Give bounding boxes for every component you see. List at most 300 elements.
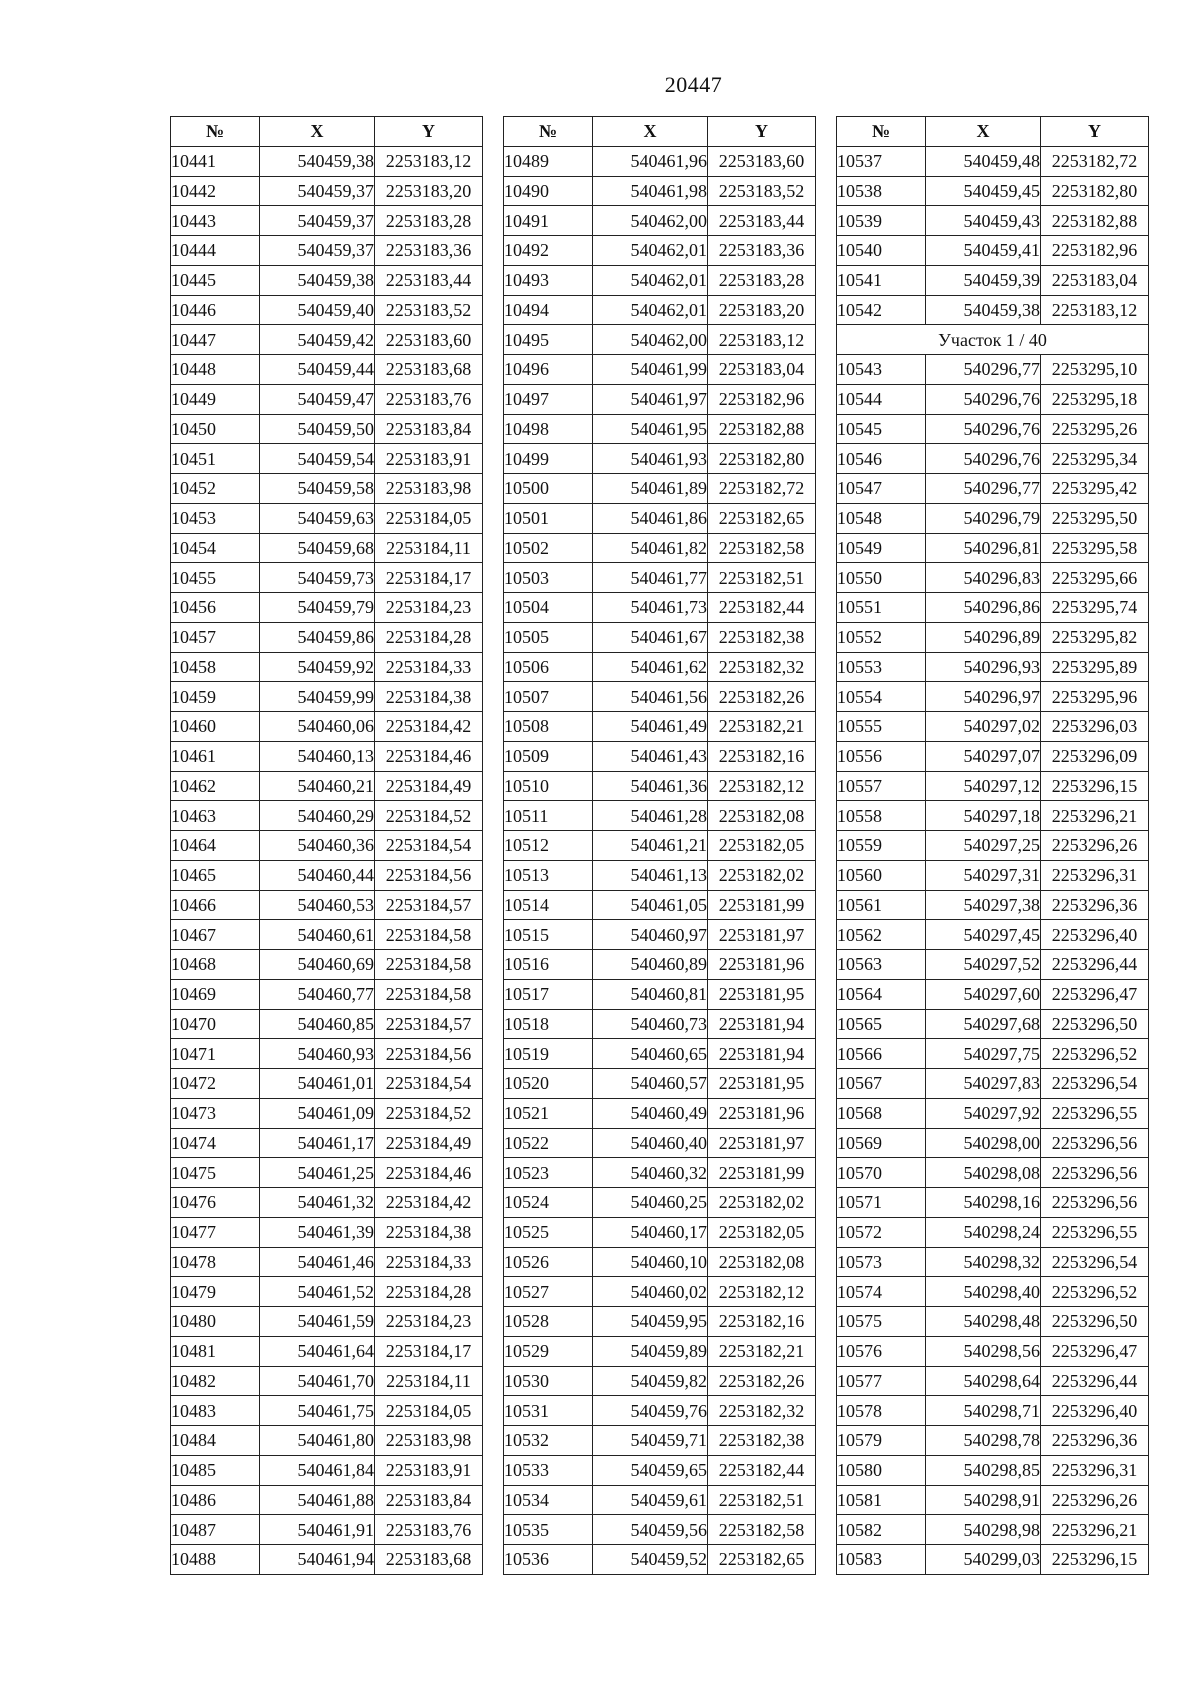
table-row [837,265,1149,295]
point-number-cell: 10540 [837,236,926,266]
x-coordinate-cell: 540462,01 [593,295,708,325]
table-row [504,265,816,295]
point-number-cell: 10541 [837,265,926,295]
x-coordinate-cell: 540296,76 [926,384,1041,414]
y-coordinate-cell: 2253182,88 [708,414,816,444]
point-number-cell: 10509 [504,741,593,771]
table-row [837,1158,1149,1188]
table-row [171,1455,483,1485]
x-coordinate-cell: 540461,43 [593,741,708,771]
header-x: X [260,117,375,147]
y-coordinate-cell: 2253182,51 [708,1485,816,1515]
y-coordinate-cell: 2253182,38 [708,622,816,652]
table-row [504,771,816,801]
y-coordinate-cell: 2253184,49 [375,1128,483,1158]
y-coordinate-cell: 2253295,66 [1041,563,1149,593]
page-number: 20447 [664,72,723,97]
y-coordinate-cell: 2253183,36 [375,236,483,266]
y-coordinate-cell: 2253182,58 [708,1515,816,1545]
point-number-cell: 10525 [504,1217,593,1247]
point-number-cell: 10451 [171,444,260,474]
y-coordinate-cell: 2253184,54 [375,1069,483,1099]
y-coordinate-cell: 2253184,28 [375,622,483,652]
y-coordinate-cell: 2253296,36 [1041,890,1149,920]
table-row [171,950,483,980]
table-row [504,860,816,890]
section-row [837,325,1149,355]
x-coordinate-cell: 540459,50 [260,414,375,444]
y-coordinate-cell: 2253184,11 [375,533,483,563]
x-coordinate-cell: 540460,93 [260,1039,375,1069]
y-coordinate-cell: 2253183,20 [375,176,483,206]
table-row [837,474,1149,504]
table-row [837,920,1149,950]
table-row [504,1098,816,1128]
point-number-cell: 10580 [837,1455,926,1485]
point-number-cell: 10570 [837,1158,926,1188]
x-coordinate-cell: 540296,76 [926,414,1041,444]
y-coordinate-cell: 2253182,44 [708,1455,816,1485]
y-coordinate-cell: 2253182,80 [708,444,816,474]
x-coordinate-cell: 540298,56 [926,1336,1041,1366]
y-coordinate-cell: 2253183,52 [375,295,483,325]
point-number-cell: 10533 [504,1455,593,1485]
point-number-cell: 10559 [837,831,926,861]
x-coordinate-cell: 540297,02 [926,712,1041,742]
point-number-cell: 10517 [504,979,593,1009]
point-number-cell: 10531 [504,1396,593,1426]
x-coordinate-cell: 540297,92 [926,1098,1041,1128]
table-row [504,1307,816,1337]
x-coordinate-cell: 540297,25 [926,831,1041,861]
y-coordinate-cell: 2253184,58 [375,920,483,950]
point-number-cell: 10555 [837,712,926,742]
point-number-cell: 10535 [504,1515,593,1545]
point-number-cell: 10522 [504,1128,593,1158]
point-number-cell: 10490 [504,176,593,206]
x-coordinate-cell: 540461,77 [593,563,708,593]
x-coordinate-cell: 540459,47 [260,384,375,414]
table-row [504,1158,816,1188]
table-row [171,533,483,563]
y-coordinate-cell: 2253182,96 [1041,236,1149,266]
x-coordinate-cell: 540461,46 [260,1247,375,1277]
point-number-cell: 10504 [504,593,593,623]
table-row [171,444,483,474]
y-coordinate-cell: 2253296,56 [1041,1158,1149,1188]
y-coordinate-cell: 2253183,52 [708,176,816,206]
y-coordinate-cell: 2253184,58 [375,979,483,1009]
x-coordinate-cell: 540462,00 [593,325,708,355]
table-row [171,979,483,1009]
x-coordinate-cell: 540461,91 [260,1515,375,1545]
y-coordinate-cell: 2253296,56 [1041,1188,1149,1218]
table-row [171,503,483,533]
x-coordinate-cell: 540298,16 [926,1188,1041,1218]
point-number-cell: 10495 [504,325,593,355]
point-number-cell: 10549 [837,533,926,563]
y-coordinate-cell: 2253182,21 [708,1336,816,1366]
x-coordinate-cell: 540460,21 [260,771,375,801]
y-coordinate-cell: 2253183,60 [708,146,816,176]
x-coordinate-cell: 540459,43 [926,206,1041,236]
table-row [837,384,1149,414]
x-coordinate-cell: 540460,57 [593,1069,708,1099]
y-coordinate-cell: 2253183,28 [375,206,483,236]
y-coordinate-cell: 2253296,54 [1041,1247,1149,1277]
x-coordinate-cell: 540460,02 [593,1277,708,1307]
point-number-cell: 10508 [504,712,593,742]
table-row [171,652,483,682]
x-coordinate-cell: 540299,03 [926,1545,1041,1575]
point-number-cell: 10444 [171,236,260,266]
point-number-cell: 10565 [837,1009,926,1039]
table-row [504,979,816,1009]
section-label: Участок 1 / 40 [837,325,1149,355]
point-number-cell: 10558 [837,801,926,831]
y-coordinate-cell: 2253296,54 [1041,1069,1149,1099]
table-row [171,1128,483,1158]
table-body [837,146,1149,1574]
point-number-cell: 10507 [504,682,593,712]
coordinates-table-1 [170,116,483,1575]
x-coordinate-cell: 540461,99 [593,355,708,385]
x-coordinate-cell: 540459,41 [926,236,1041,266]
point-number-cell: 10579 [837,1426,926,1456]
y-coordinate-cell: 2253182,72 [708,474,816,504]
table-row [171,771,483,801]
x-coordinate-cell: 540298,85 [926,1455,1041,1485]
y-coordinate-cell: 2253183,68 [375,355,483,385]
x-coordinate-cell: 540296,93 [926,652,1041,682]
x-coordinate-cell: 540461,49 [593,712,708,742]
point-number-cell: 10536 [504,1545,593,1575]
point-number-cell: 10561 [837,890,926,920]
x-coordinate-cell: 540297,68 [926,1009,1041,1039]
point-number-cell: 10479 [171,1277,260,1307]
x-coordinate-cell: 540298,40 [926,1277,1041,1307]
x-coordinate-cell: 540459,61 [593,1485,708,1515]
point-number-cell: 10528 [504,1307,593,1337]
point-number-cell: 10488 [171,1545,260,1575]
x-coordinate-cell: 540461,13 [593,860,708,890]
point-number-cell: 10450 [171,414,260,444]
table-row [171,1069,483,1099]
point-number-cell: 10474 [171,1128,260,1158]
y-coordinate-cell: 2253295,74 [1041,593,1149,623]
y-coordinate-cell: 2253184,17 [375,1336,483,1366]
point-number-cell: 10472 [171,1069,260,1099]
y-coordinate-cell: 2253184,52 [375,1098,483,1128]
table-row [504,1426,816,1456]
y-coordinate-cell: 2253183,12 [375,146,483,176]
header-x: X [593,117,708,147]
table-row [837,1069,1149,1099]
table-row [504,1188,816,1218]
x-coordinate-cell: 540459,48 [926,146,1041,176]
table-row [171,1307,483,1337]
point-number-cell: 10514 [504,890,593,920]
x-coordinate-cell: 540461,95 [593,414,708,444]
y-coordinate-cell: 2253184,11 [375,1366,483,1396]
x-coordinate-cell: 540460,36 [260,831,375,861]
x-coordinate-cell: 540461,36 [593,771,708,801]
point-number-cell: 10469 [171,979,260,1009]
coordinates-table-2 [503,116,816,1575]
x-coordinate-cell: 540297,45 [926,920,1041,950]
point-number-cell: 10494 [504,295,593,325]
point-number-cell: 10448 [171,355,260,385]
table-row [837,295,1149,325]
y-coordinate-cell: 2253181,95 [708,1069,816,1099]
table-row [837,682,1149,712]
table-row [837,622,1149,652]
y-coordinate-cell: 2253182,44 [708,593,816,623]
table-row [837,206,1149,236]
header-number: № [171,117,260,147]
x-coordinate-cell: 540461,97 [593,384,708,414]
point-number-cell: 10543 [837,355,926,385]
table-row [171,1396,483,1426]
table-row [171,1277,483,1307]
point-number-cell: 10456 [171,593,260,623]
table-row [837,1217,1149,1247]
x-coordinate-cell: 540459,39 [926,265,1041,295]
x-coordinate-cell: 540461,93 [593,444,708,474]
x-coordinate-cell: 540298,48 [926,1307,1041,1337]
point-number-cell: 10506 [504,652,593,682]
table-row [504,950,816,980]
point-number-cell: 10520 [504,1069,593,1099]
y-coordinate-cell: 2253296,52 [1041,1039,1149,1069]
y-coordinate-cell: 2253182,32 [708,652,816,682]
point-number-cell: 10467 [171,920,260,950]
table-row [171,146,483,176]
x-coordinate-cell: 540296,97 [926,682,1041,712]
y-coordinate-cell: 2253295,26 [1041,414,1149,444]
table-header-row [171,117,483,147]
point-number-cell: 10485 [171,1455,260,1485]
table-row [171,593,483,623]
point-number-cell: 10553 [837,652,926,682]
point-number-cell: 10487 [171,1515,260,1545]
y-coordinate-cell: 2253182,32 [708,1396,816,1426]
y-coordinate-cell: 2253183,98 [375,1426,483,1456]
point-number-cell: 10460 [171,712,260,742]
y-coordinate-cell: 2253184,33 [375,1247,483,1277]
point-number-cell: 10501 [504,503,593,533]
x-coordinate-cell: 540460,77 [260,979,375,1009]
point-number-cell: 10542 [837,295,926,325]
x-coordinate-cell: 540461,39 [260,1217,375,1247]
y-coordinate-cell: 2253184,56 [375,1039,483,1069]
y-coordinate-cell: 2253181,96 [708,950,816,980]
y-coordinate-cell: 2253296,21 [1041,801,1149,831]
x-coordinate-cell: 540297,07 [926,741,1041,771]
y-coordinate-cell: 2253184,17 [375,563,483,593]
table-row [837,563,1149,593]
point-number-cell: 10529 [504,1336,593,1366]
point-number-cell: 10491 [504,206,593,236]
table-row [504,741,816,771]
table-row [504,801,816,831]
table-row [837,1307,1149,1337]
point-number-cell: 10492 [504,236,593,266]
table-row [837,1098,1149,1128]
x-coordinate-cell: 540461,28 [593,801,708,831]
x-coordinate-cell: 540461,64 [260,1336,375,1366]
table-row [171,1485,483,1515]
point-number-cell: 10568 [837,1098,926,1128]
point-number-cell: 10478 [171,1247,260,1277]
point-number-cell: 10458 [171,652,260,682]
table-row [837,1128,1149,1158]
table-row [504,712,816,742]
y-coordinate-cell: 2253296,56 [1041,1128,1149,1158]
y-coordinate-cell: 2253295,10 [1041,355,1149,385]
y-coordinate-cell: 2253296,44 [1041,950,1149,980]
point-number-cell: 10562 [837,920,926,950]
point-number-cell: 10470 [171,1009,260,1039]
table-row [504,384,816,414]
x-coordinate-cell: 540461,32 [260,1188,375,1218]
x-coordinate-cell: 540461,80 [260,1426,375,1456]
table-row [504,652,816,682]
x-coordinate-cell: 540460,13 [260,741,375,771]
table-row [504,474,816,504]
x-coordinate-cell: 540461,52 [260,1277,375,1307]
x-coordinate-cell: 540459,99 [260,682,375,712]
x-coordinate-cell: 540461,96 [593,146,708,176]
y-coordinate-cell: 2253296,47 [1041,1336,1149,1366]
table-row [837,444,1149,474]
table-row [837,236,1149,266]
point-number-cell: 10465 [171,860,260,890]
point-number-cell: 10500 [504,474,593,504]
x-coordinate-cell: 540459,54 [260,444,375,474]
x-coordinate-cell: 540459,92 [260,652,375,682]
table-row [171,1366,483,1396]
header-y: Y [375,117,483,147]
table-row [171,801,483,831]
point-number-cell: 10449 [171,384,260,414]
x-coordinate-cell: 540462,01 [593,236,708,266]
table-row [837,890,1149,920]
table-row [171,1039,483,1069]
point-number-cell: 10499 [504,444,593,474]
point-number-cell: 10510 [504,771,593,801]
x-coordinate-cell: 540459,89 [593,1336,708,1366]
x-coordinate-cell: 540297,12 [926,771,1041,801]
point-number-cell: 10480 [171,1307,260,1337]
y-coordinate-cell: 2253295,50 [1041,503,1149,533]
table-header-row [837,117,1149,147]
x-coordinate-cell: 540460,81 [593,979,708,1009]
table-row [837,741,1149,771]
table-row [171,236,483,266]
point-number-cell: 10530 [504,1366,593,1396]
table-row [837,979,1149,1009]
y-coordinate-cell: 2253182,12 [708,771,816,801]
y-coordinate-cell: 2253183,84 [375,1485,483,1515]
y-coordinate-cell: 2253181,94 [708,1039,816,1069]
y-coordinate-cell: 2253182,65 [708,1545,816,1575]
point-number-cell: 10546 [837,444,926,474]
point-number-cell: 10544 [837,384,926,414]
x-coordinate-cell: 540461,94 [260,1545,375,1575]
x-coordinate-cell: 540459,58 [260,474,375,504]
x-coordinate-cell: 540298,64 [926,1366,1041,1396]
point-number-cell: 10445 [171,265,260,295]
point-number-cell: 10569 [837,1128,926,1158]
x-coordinate-cell: 540297,75 [926,1039,1041,1069]
point-number-cell: 10475 [171,1158,260,1188]
y-coordinate-cell: 2253296,31 [1041,860,1149,890]
table-row [504,1515,816,1545]
point-number-cell: 10572 [837,1217,926,1247]
table-row [504,1277,816,1307]
point-number-cell: 10459 [171,682,260,712]
point-number-cell: 10563 [837,950,926,980]
table-row [171,831,483,861]
coordinates-table-3 [836,116,1149,1575]
point-number-cell: 10454 [171,533,260,563]
table-row [837,950,1149,980]
x-coordinate-cell: 540459,52 [593,1545,708,1575]
point-number-cell: 10564 [837,979,926,1009]
table-row [837,1396,1149,1426]
point-number-cell: 10550 [837,563,926,593]
y-coordinate-cell: 2253183,68 [375,1545,483,1575]
table-row [504,682,816,712]
table-row [504,325,816,355]
y-coordinate-cell: 2253296,31 [1041,1455,1149,1485]
x-coordinate-cell: 540297,52 [926,950,1041,980]
point-number-cell: 10547 [837,474,926,504]
point-number-cell: 10505 [504,622,593,652]
x-coordinate-cell: 540459,56 [593,1515,708,1545]
x-coordinate-cell: 540459,73 [260,563,375,593]
table-header-row [504,117,816,147]
y-coordinate-cell: 2253183,36 [708,236,816,266]
x-coordinate-cell: 540462,00 [593,206,708,236]
point-number-cell: 10477 [171,1217,260,1247]
x-coordinate-cell: 540461,25 [260,1158,375,1188]
x-coordinate-cell: 540461,17 [260,1128,375,1158]
table-row [504,622,816,652]
table-row [504,1485,816,1515]
x-coordinate-cell: 540461,70 [260,1366,375,1396]
x-coordinate-cell: 540297,60 [926,979,1041,1009]
table-row [837,771,1149,801]
table-row [504,593,816,623]
table-row [504,890,816,920]
y-coordinate-cell: 2253182,02 [708,1188,816,1218]
point-number-cell: 10573 [837,1247,926,1277]
table-body [504,146,816,1574]
table-row [504,533,816,563]
table-row [504,295,816,325]
point-number-cell: 10513 [504,860,593,890]
y-coordinate-cell: 2253183,91 [375,1455,483,1485]
table-row [504,1128,816,1158]
point-number-cell: 10455 [171,563,260,593]
x-coordinate-cell: 540459,40 [260,295,375,325]
y-coordinate-cell: 2253184,46 [375,1158,483,1188]
x-coordinate-cell: 540296,83 [926,563,1041,593]
x-coordinate-cell: 540461,59 [260,1307,375,1337]
table-row [837,1515,1149,1545]
